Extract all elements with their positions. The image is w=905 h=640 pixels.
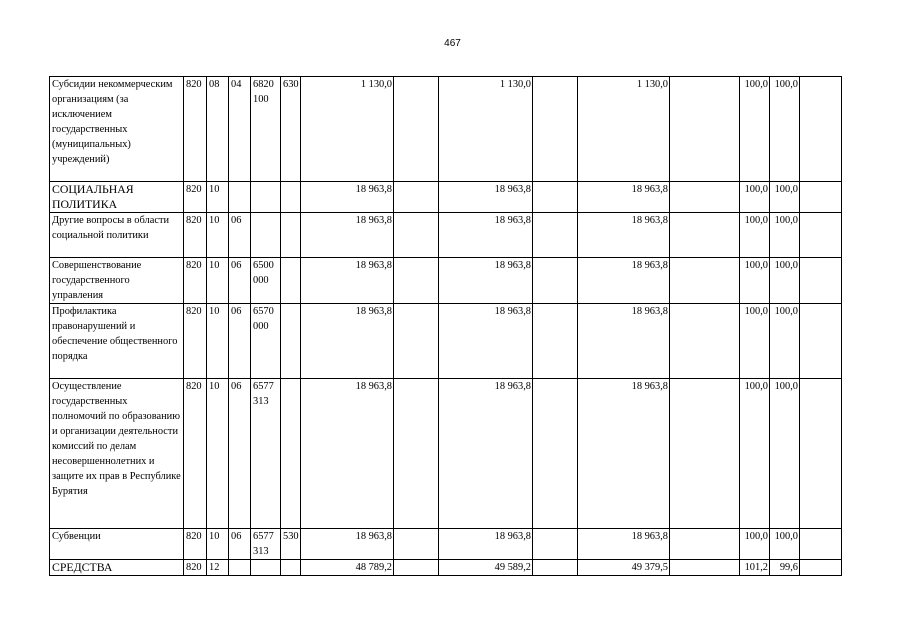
- table-row: [50, 529, 842, 560]
- code-expense-type: [281, 258, 301, 304]
- percent-adjusted: 100,0: [770, 304, 800, 379]
- code-section: 12: [207, 560, 229, 576]
- row-name: Осуществление государственных полномочий по образованию и организации деятельности комиссий по делам несовершеннолетних и защите их прав в Республике Бурятия: [50, 379, 184, 529]
- percent-approved: 100,0: [740, 379, 770, 529]
- code-target: 6500 000: [251, 258, 281, 304]
- percent-approved: 100,0: [740, 77, 770, 182]
- code-subsection: 06: [229, 213, 251, 258]
- code-target: [251, 182, 281, 213]
- code-subsection: 04: [229, 77, 251, 182]
- code-admin: 820: [184, 304, 207, 379]
- blank-cell: [800, 182, 842, 213]
- code-section: 10: [207, 258, 229, 304]
- value-adjusted: 18 963,8: [439, 304, 533, 379]
- value-approved: 18 963,8: [301, 258, 394, 304]
- blank-cell: [800, 213, 842, 258]
- blank-cell: [394, 560, 439, 576]
- code-section: 10: [207, 379, 229, 529]
- code-subsection: 06: [229, 304, 251, 379]
- table-row: [50, 77, 842, 182]
- code-section: 10: [207, 529, 229, 560]
- blank-cell: [533, 304, 578, 379]
- table-row: [50, 182, 842, 213]
- value-executed: 18 963,8: [578, 258, 670, 304]
- row-name: СОЦИАЛЬНАЯ ПОЛИТИКА: [50, 182, 184, 213]
- code-target: 6820 100: [251, 77, 281, 182]
- percent-approved: 101,2: [740, 560, 770, 576]
- blank-cell: [533, 560, 578, 576]
- value-approved: 18 963,8: [301, 213, 394, 258]
- blank-cell: [670, 77, 740, 182]
- blank-cell: [800, 529, 842, 560]
- code-section: 10: [207, 213, 229, 258]
- code-admin: 820: [184, 258, 207, 304]
- blank-cell: [800, 379, 842, 529]
- code-subsection: 06: [229, 379, 251, 529]
- code-subsection: [229, 560, 251, 576]
- percent-approved: 100,0: [740, 258, 770, 304]
- table-row: [50, 213, 842, 258]
- row-name: СРЕДСТВА: [50, 560, 184, 576]
- code-subsection: 06: [229, 529, 251, 560]
- value-adjusted: 18 963,8: [439, 529, 533, 560]
- value-executed: 49 379,5: [578, 560, 670, 576]
- code-section: 10: [207, 304, 229, 379]
- code-target: 6577 313: [251, 529, 281, 560]
- blank-cell: [800, 560, 842, 576]
- blank-cell: [394, 213, 439, 258]
- value-executed: 1 130,0: [578, 77, 670, 182]
- percent-adjusted: 100,0: [770, 213, 800, 258]
- blank-cell: [394, 529, 439, 560]
- value-approved: 18 963,8: [301, 379, 394, 529]
- value-executed: 18 963,8: [578, 213, 670, 258]
- percent-approved: 100,0: [740, 182, 770, 213]
- value-approved: 18 963,8: [301, 182, 394, 213]
- percent-approved: 100,0: [740, 304, 770, 379]
- blank-cell: [394, 379, 439, 529]
- code-expense-type: [281, 182, 301, 213]
- blank-cell: [800, 258, 842, 304]
- code-target: 6570 000: [251, 304, 281, 379]
- blank-cell: [670, 379, 740, 529]
- percent-adjusted: 100,0: [770, 182, 800, 213]
- code-expense-type: [281, 379, 301, 529]
- value-executed: 18 963,8: [578, 182, 670, 213]
- percent-approved: 100,0: [740, 213, 770, 258]
- table-row: [50, 560, 842, 576]
- percent-adjusted: 99,6: [770, 560, 800, 576]
- value-approved: 18 963,8: [301, 304, 394, 379]
- row-name: Субсидии некоммерческим организациям (за исключением государственных (муниципальных) учреждений): [50, 77, 184, 182]
- row-name: Профилактика правонарушений и обеспечение общественного порядка: [50, 304, 184, 379]
- blank-cell: [670, 213, 740, 258]
- code-admin: 820: [184, 182, 207, 213]
- code-target: 6577 313: [251, 379, 281, 529]
- code-expense-type: 530: [281, 529, 301, 560]
- value-adjusted: 49 589,2: [439, 560, 533, 576]
- value-adjusted: 18 963,8: [439, 258, 533, 304]
- code-subsection: 06: [229, 258, 251, 304]
- value-approved: 18 963,8: [301, 529, 394, 560]
- code-expense-type: [281, 560, 301, 576]
- value-executed: 18 963,8: [578, 379, 670, 529]
- value-adjusted: 18 963,8: [439, 213, 533, 258]
- code-admin: 820: [184, 379, 207, 529]
- percent-adjusted: 100,0: [770, 258, 800, 304]
- code-admin: 820: [184, 213, 207, 258]
- percent-adjusted: 100,0: [770, 77, 800, 182]
- table-row: [50, 379, 842, 529]
- page-number: 467: [444, 38, 461, 49]
- blank-cell: [800, 304, 842, 379]
- value-approved: 48 789,2: [301, 560, 394, 576]
- value-executed: 18 963,8: [578, 304, 670, 379]
- blank-cell: [670, 182, 740, 213]
- code-admin: 820: [184, 560, 207, 576]
- code-target: [251, 213, 281, 258]
- percent-adjusted: 100,0: [770, 379, 800, 529]
- blank-cell: [800, 77, 842, 182]
- code-expense-type: [281, 213, 301, 258]
- blank-cell: [533, 529, 578, 560]
- blank-cell: [394, 258, 439, 304]
- value-approved: 1 130,0: [301, 77, 394, 182]
- value-executed: 18 963,8: [578, 529, 670, 560]
- code-admin: 820: [184, 529, 207, 560]
- blank-cell: [533, 182, 578, 213]
- code-admin: 820: [184, 77, 207, 182]
- percent-approved: 100,0: [740, 529, 770, 560]
- code-section: 10: [207, 182, 229, 213]
- code-target: [251, 560, 281, 576]
- table-row: [50, 258, 842, 304]
- value-adjusted: 18 963,8: [439, 182, 533, 213]
- row-name: Субвенции: [50, 529, 184, 560]
- value-adjusted: 1 130,0: [439, 77, 533, 182]
- blank-cell: [670, 529, 740, 560]
- blank-cell: [533, 77, 578, 182]
- budget-table: [49, 76, 842, 576]
- row-name: Совершенствование государственного управления: [50, 258, 184, 304]
- blank-cell: [394, 77, 439, 182]
- blank-cell: [533, 213, 578, 258]
- blank-cell: [670, 560, 740, 576]
- blank-cell: [533, 379, 578, 529]
- blank-cell: [670, 258, 740, 304]
- table-row: [50, 304, 842, 379]
- code-subsection: [229, 182, 251, 213]
- blank-cell: [394, 304, 439, 379]
- percent-adjusted: 100,0: [770, 529, 800, 560]
- value-adjusted: 18 963,8: [439, 379, 533, 529]
- row-name: Другие вопросы в области социальной политики: [50, 213, 184, 258]
- blank-cell: [394, 182, 439, 213]
- code-section: 08: [207, 77, 229, 182]
- code-expense-type: 630: [281, 77, 301, 182]
- blank-cell: [533, 258, 578, 304]
- code-expense-type: [281, 304, 301, 379]
- blank-cell: [670, 304, 740, 379]
